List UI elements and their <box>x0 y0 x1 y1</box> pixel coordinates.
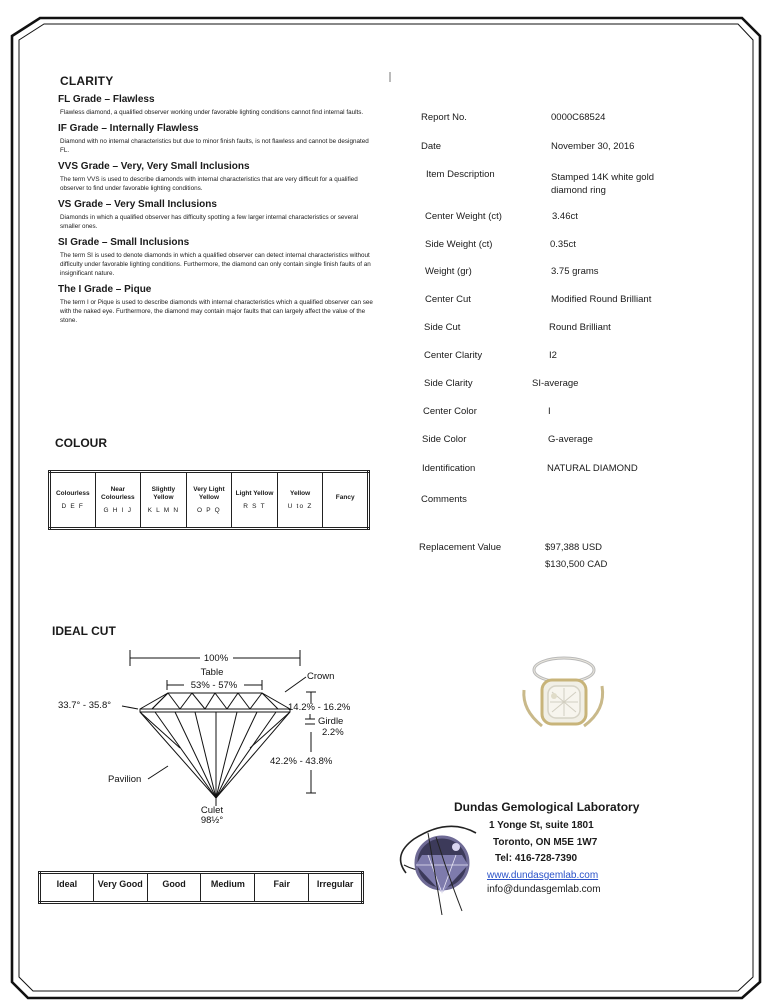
colour-label: Light Yellow <box>235 490 274 497</box>
ideal-cut-heading: IDEAL CUT <box>52 624 116 638</box>
grade-title: VS Grade – Very Small Inclusions <box>58 199 217 210</box>
colour-codes: O P Q <box>196 507 221 514</box>
colour-cell <box>141 472 187 529</box>
colour-label: Near Colourless <box>101 486 135 501</box>
crown-label: Crown <box>307 671 335 682</box>
field-value: November 30, 2016 <box>551 141 635 152</box>
cut-grade-cell: Ideal <box>40 873 94 903</box>
girdle-label: Girdle <box>318 716 344 727</box>
field-label: Center Weight (ct) <box>425 211 502 222</box>
field-value: 0000C68524 <box>551 112 606 123</box>
clarity-section <box>58 74 378 331</box>
field-label: Replacement Value <box>419 542 502 553</box>
colour-codes: K L M N <box>147 507 180 514</box>
girdle-pct-label: 2.2% <box>322 727 344 738</box>
ring-photo <box>514 652 610 744</box>
field-label: Center Clarity <box>424 350 483 361</box>
field-value: 3.46ct <box>552 211 578 222</box>
ideal-cut-diagram <box>50 648 370 828</box>
field-label: Report No. <box>421 112 467 123</box>
colour-label: Colourless <box>55 490 90 497</box>
cut-grade-table <box>38 871 364 904</box>
width-pct-label: 100% <box>203 653 229 664</box>
grade-title: FL Grade – Flawless <box>58 94 155 105</box>
culet-label: Culet <box>200 805 224 816</box>
colour-cell <box>323 472 369 529</box>
culet-value: 98½° <box>200 815 224 826</box>
grade-description: Diamonds in which a qualified observer has difficulty spotting a few larger internal characteristics or several smaller ones. <box>60 214 359 230</box>
field-label: Weight (gr) <box>425 266 472 277</box>
crown-angle-label: 33.7° - 35.8° <box>58 700 112 711</box>
cut-grade-cell: Fair <box>255 873 309 903</box>
field-value: G-average <box>548 434 593 445</box>
grade-description: Diamond with no internal characteristics but due to minor finish faults, is not flawless and cannot be designated FL. <box>60 138 369 154</box>
grade-description: The term VVS is used to describe diamonds with internal characteristics that are very difficult for a qualified observer to find under favorable lighting conditions. <box>60 176 358 192</box>
field-value: 3.75 grams <box>551 266 599 277</box>
grade-si <box>58 237 378 278</box>
lab-name: Dundas Gemological Laboratory <box>454 800 640 814</box>
field-value-usd: $97,388 USD <box>545 542 603 553</box>
colour-codes: U to Z <box>287 503 313 510</box>
grade-title: The I Grade – Pique <box>58 284 152 295</box>
colour-label: Fancy <box>335 493 355 501</box>
grade-i <box>58 284 378 325</box>
field-label: Identification <box>422 463 476 474</box>
field-value: 0.35ct <box>550 239 576 250</box>
lab-address-line2: Toronto, ON M5E 1W7 <box>493 837 598 848</box>
colour-codes: R S T <box>243 503 266 510</box>
lab-phone: Tel: 416-728-7390 <box>495 853 578 864</box>
colour-label: Yellow <box>289 490 311 497</box>
lab-email: info@dundasgemlab.com <box>487 884 601 895</box>
colour-heading: COLOUR <box>55 436 107 450</box>
grade-vs <box>58 199 378 231</box>
colour-label: Slightly Yellow <box>151 486 176 501</box>
pavilion-pct-label: 42.2% - 43.8% <box>270 756 333 767</box>
lab-address-line1: 1 Yonge St, suite 1801 <box>489 820 594 831</box>
field-label: Item Description <box>426 169 495 180</box>
crown-pct-label: 14.2% - 16.2% <box>288 702 351 713</box>
grade-title: IF Grade – Internally Flawless <box>58 123 199 134</box>
clarity-heading: CLARITY <box>60 74 114 88</box>
grade-if <box>58 123 378 155</box>
grade-vvs <box>58 161 378 193</box>
lab-website-link[interactable]: www.dundasgemlab.com <box>487 870 599 881</box>
field-value: I2 <box>549 350 557 361</box>
cut-grade-cell: Good <box>147 873 201 903</box>
colour-cell <box>50 472 96 529</box>
colour-cell <box>232 472 278 529</box>
colour-scale-table <box>48 470 370 530</box>
field-label: Side Weight (ct) <box>425 239 493 250</box>
field-label: Side Cut <box>424 322 461 333</box>
cut-grade-cell: Very Good <box>93 873 147 903</box>
field-label: Center Cut <box>425 294 471 305</box>
field-value: Modified Round Brilliant <box>551 294 652 305</box>
field-value-cad: $130,500 CAD <box>545 559 608 570</box>
field-label: Comments <box>421 494 467 505</box>
field-value: Round Brilliant <box>549 322 611 333</box>
field-value: SI-average <box>532 378 579 389</box>
colour-label: Very Light Yellow <box>193 486 225 501</box>
field-value: I <box>548 406 551 417</box>
lab-seal-logo <box>398 815 488 915</box>
table-pct-label: 53% - 57% <box>190 680 238 691</box>
grade-title: VVS Grade – Very, Very Small Inclusions <box>58 161 250 172</box>
cut-grade-cell: Medium <box>201 873 255 903</box>
field-value: NATURAL DIAMOND <box>547 463 638 474</box>
colour-codes: G H I J <box>103 507 133 514</box>
field-value: Stamped 14K white gold diamond ring <box>551 172 654 196</box>
field-label: Date <box>421 141 442 152</box>
pavilion-label: Pavilion <box>108 774 142 785</box>
field-label: Center Color <box>423 406 477 417</box>
grade-fl <box>58 94 378 117</box>
field-label: Side Color <box>422 434 467 445</box>
colour-codes: D E F <box>61 503 85 510</box>
colour-cell <box>277 472 323 529</box>
colour-cell <box>186 472 232 529</box>
grade-description: Flawless diamond, a qualified observer working under favorable lighting conditions cannot find internal faults. <box>60 109 364 116</box>
cut-grade-cell: Irregular <box>309 873 363 903</box>
colour-cell <box>95 472 141 529</box>
table-label: Table <box>200 667 224 678</box>
diamond-profile <box>140 693 290 798</box>
field-label: Side Clarity <box>424 378 473 389</box>
grade-description: The term SI is used to denote diamonds in which a qualified observer can detect internal characteristics without difficulty under favorable lighting conditions. Furthermore, the diamond can only contain single finish faults of an insignificant nature. <box>60 252 371 277</box>
grade-description: The term I or Pique is used to describe diamonds with internal characteristics which a qualified observer can see with the naked eye. Furthermore, the diamond may contain major faults that can largely affect the value of the stone. <box>60 299 373 324</box>
grade-title: SI Grade – Small Inclusions <box>58 237 190 248</box>
